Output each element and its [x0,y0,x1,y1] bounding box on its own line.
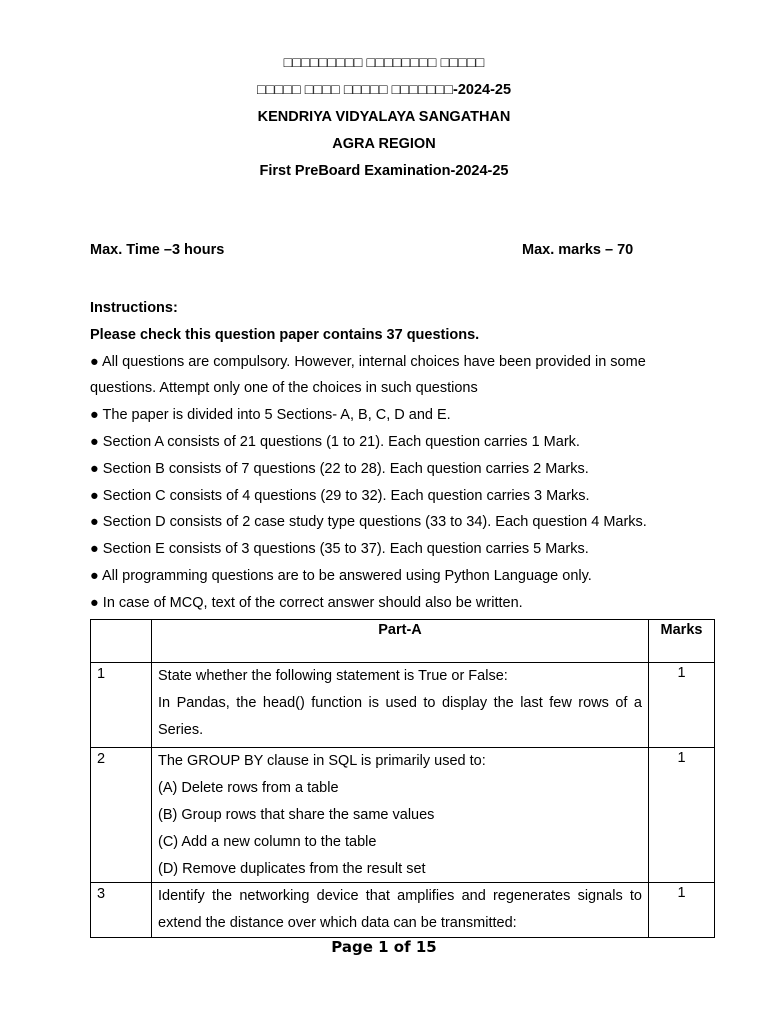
table-row [91,748,715,883]
instruction-item: ● Section E consists of 3 questions (35 to 37). Each question carries 5 Marks. [90,541,589,558]
hindi-exam-title-text: □□□□□ □□□□ □□□□□ □□□□□□□ [256,82,453,98]
question-count-note: Please check this question paper contains 37 questions. [90,326,480,343]
table-row [91,663,715,748]
question-text [152,883,649,938]
question-line: The GROUP BY clause in SQL is primarily used to: [158,753,486,770]
hindi-exam-year: -2024-25 [452,82,512,98]
instruction-item: ● All programming questions are to be answered using Python Language only. [90,567,592,584]
instruction-item: ● Section B consists of 7 questions (22 to 28). Each question carries 2 Marks. [90,460,589,477]
section-heading: Part-A [152,620,649,663]
option-b: (B) Group rows that share the same values [158,806,435,823]
instruction-item: ● The paper is divided into 5 Sections- A, B, C, D and E. [90,407,451,424]
hindi-exam-title [0,77,768,104]
instruction-item: ● Section C consists of 4 questions (29 to 32). Each question carries 3 Marks. [90,487,590,504]
instruction-item: ● All questions are compulsory. However, internal choices have been provided in some [90,353,646,370]
question-text [152,748,649,883]
org-title: KENDRIYA VIDYALAYA SANGATHAN [257,109,511,125]
instruction-item: ● Section D consists of 2 case study type questions (33 to 34). Each question 4 Marks. [90,514,647,531]
option-c: (C) Add a new column to the table [158,833,377,850]
questions-table [90,619,715,938]
question-marks: 1 [649,883,715,938]
question-line: State whether the following statement is True or False: [158,668,508,684]
region-title: AGRA REGION [332,136,436,152]
instruction-item: questions. Attempt only one of the choices in such questions [90,380,478,397]
question-line: In Pandas, the head() function is used to display the last few rows of a Series. [158,694,642,738]
max-time: Max. Time –3 hours [90,242,225,258]
question-number: 1 [91,663,152,748]
num-header-cell [91,620,152,663]
question-line: Identify the networking device that amplifies and regenerates signals to extend the distance over which data can be transmitted: [158,888,642,932]
page-number: Page 1 of 15 [331,938,437,956]
instructions-block [90,295,680,617]
question-number: 2 [91,748,152,883]
instructions-heading: Instructions: [90,300,178,316]
question-number: 3 [91,883,152,938]
option-a: (A) Delete rows from a table [158,780,339,797]
question-text [152,663,649,748]
exam-meta-row [90,242,650,264]
question-marks: 1 [649,748,715,883]
table-row [91,883,715,938]
max-marks: Max. marks – 70 [522,242,634,258]
instruction-item: ● Section A consists of 21 questions (1 to 21). Each question carries 1 Mark. [90,433,580,450]
paper-header [0,50,768,185]
hindi-org-title: □□□□□□□□□ □□□□□□□□ □□□□□ [283,55,485,71]
instruction-item: ● In case of MCQ, text of the correct answer should also be written. [90,594,523,611]
table-header-row [91,620,715,663]
option-d: (D) Remove duplicates from the result set [158,860,426,877]
marks-heading: Marks [649,620,715,663]
question-marks: 1 [649,663,715,748]
exam-title: First PreBoard Examination-2024-25 [259,163,509,179]
